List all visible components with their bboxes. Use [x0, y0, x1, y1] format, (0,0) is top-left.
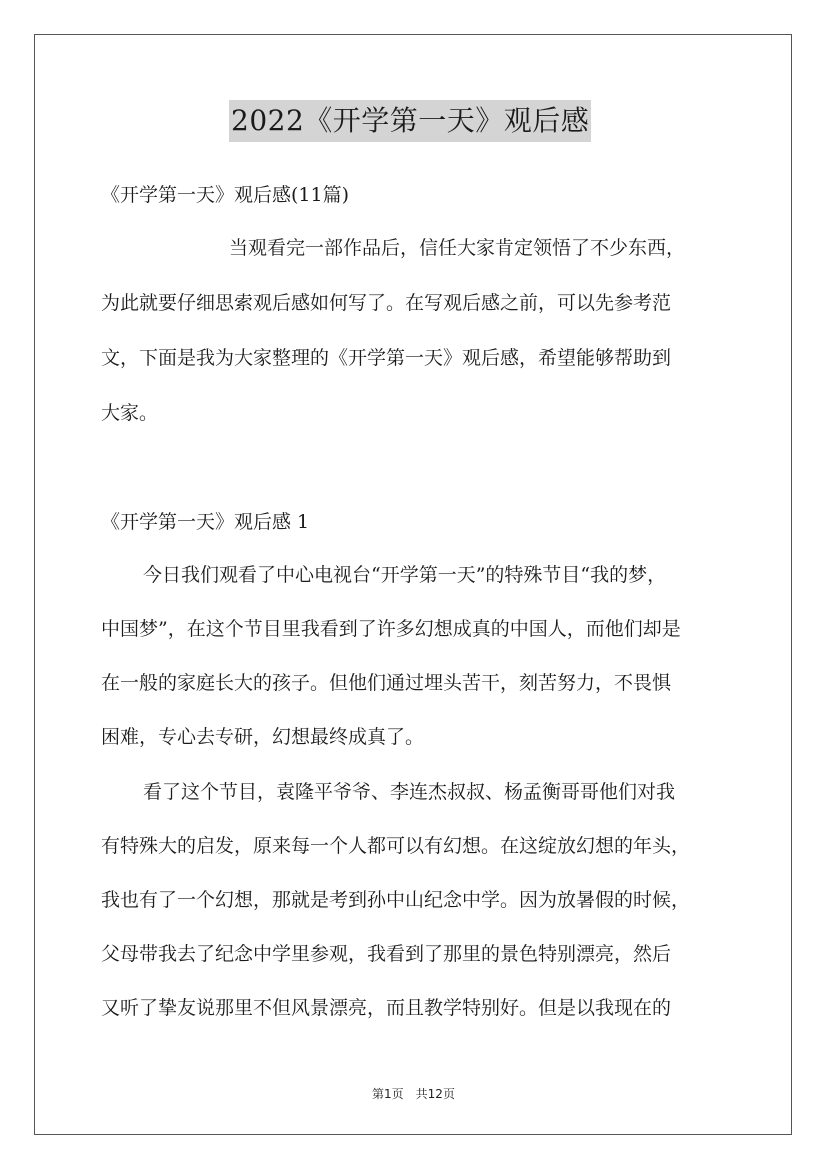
paragraph1-line-3: 在一般的家庭长大的孩子。但他们通过埋头苦干，刻苦努力，不畏惧: [101, 672, 672, 694]
page-number: 第1页: [372, 1087, 404, 1101]
page-total: 共12页: [415, 1087, 455, 1101]
paragraph2-line-5: 又听了挚友说那里不但风景漂亮，而且教学特别好。但是以我现在的: [101, 997, 672, 1019]
intro-line-3: 文，下面是我为大家整理的《开学第一天》观后感，希望能够帮助到: [101, 347, 672, 369]
intro-line-4: 大家。: [101, 402, 159, 424]
paragraph1-line-4: 困难，专心去专研，幻想最终成真了。: [101, 726, 425, 748]
paragraph2-line-2: 有特殊大的启发，原来每一个人都可以有幻想。在这绽放幻想的年头，: [101, 835, 691, 857]
section-heading: 《开学第一天》观后感 1: [101, 511, 310, 533]
document-subtitle: 《开学第一天》观后感(11篇): [101, 184, 350, 206]
page-footer: [0, 1085, 827, 1102]
paragraph1-line-2: 中国梦”，在这个节目里我看到了许多幻想成真的中国人，而他们却是: [101, 618, 681, 640]
document-title: 2022《开学第一天》观后感: [229, 100, 591, 142]
intro-line-1: 当观看完一部作品后，信任大家肯定领悟了不少东西，: [229, 237, 686, 259]
paragraph1-line-1: 今日我们观看了中心电视台“开学第一天”的特殊节目“我的梦，: [143, 564, 667, 586]
intro-line-2: 为此就要仔细思索观后感如何写了。在写观后感之前，可以先参考范: [101, 292, 672, 314]
paragraph2-line-3: 我也有了一个幻想，那就是考到孙中山纪念中学。因为放暑假的时候，: [101, 889, 691, 911]
paragraph2-line-4: 父母带我去了纪念中学里参观，我看到了那里的景色特别漂亮，然后: [101, 943, 672, 965]
paragraph2-line-1: 看了这个节目，袁隆平爷爷、李连杰叔叔、杨孟衡哥哥他们对我: [143, 781, 676, 803]
